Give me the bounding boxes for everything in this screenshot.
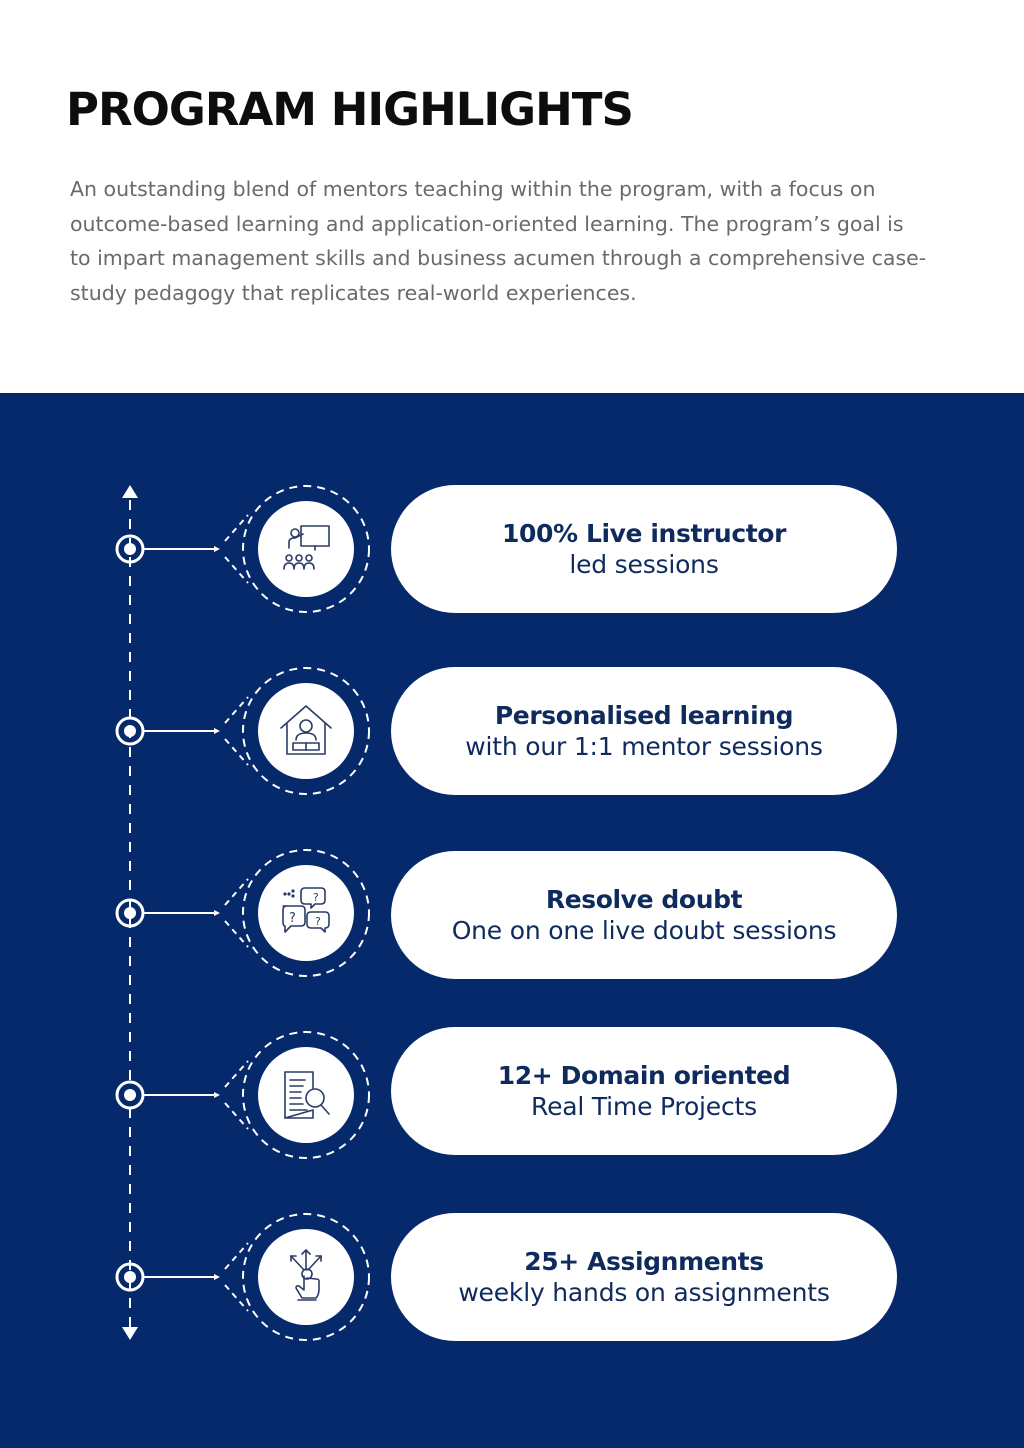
classroom-presenter-icon <box>258 501 354 597</box>
axis-up-arrow-icon <box>122 485 138 498</box>
intro-paragraph: An outstanding blend of mentors teaching within the program, with a focus on outcome-based learning and application-oriented learning. The program’s goal is to impart management skills and business acumen through a comprehensive case-study pedagogy that replicates real-world experiences. <box>70 177 927 305</box>
highlight-title: 100% Live instructor <box>502 518 786 548</box>
page-title: PROGRAM HIGHLIGHTS <box>66 83 633 136</box>
document-search-icon <box>258 1047 354 1143</box>
axis-down-arrow-icon <box>122 1327 138 1340</box>
highlight-subtitle: Real Time Projects <box>531 1091 757 1121</box>
highlight-subtitle: with our 1:1 mentor sessions <box>465 731 823 761</box>
svg-text:?: ? <box>313 891 319 904</box>
highlight-card-3 <box>391 851 897 979</box>
highlight-card-2 <box>391 667 897 795</box>
home-learner-icon <box>258 683 354 779</box>
highlight-card-1 <box>391 485 897 613</box>
highlight-title: 12+ Domain oriented <box>497 1060 791 1090</box>
highlight-subtitle: One on one live doubt sessions <box>451 915 837 945</box>
highlight-title: 25+ Assignments <box>524 1246 764 1276</box>
highlight-title: Personalised learning <box>494 700 794 730</box>
question-bubbles-icon <box>258 865 354 961</box>
highlight-subtitle: weekly hands on assignments <box>458 1277 830 1307</box>
highlight-title: Resolve doubt <box>545 884 743 914</box>
highlight-card-5 <box>391 1213 897 1341</box>
hand-choice-arrows-icon <box>258 1229 354 1325</box>
svg-text:?: ? <box>289 911 296 926</box>
highlight-card-4 <box>391 1027 897 1155</box>
highlight-subtitle: led sessions <box>569 549 719 579</box>
svg-text:?: ? <box>315 915 321 928</box>
